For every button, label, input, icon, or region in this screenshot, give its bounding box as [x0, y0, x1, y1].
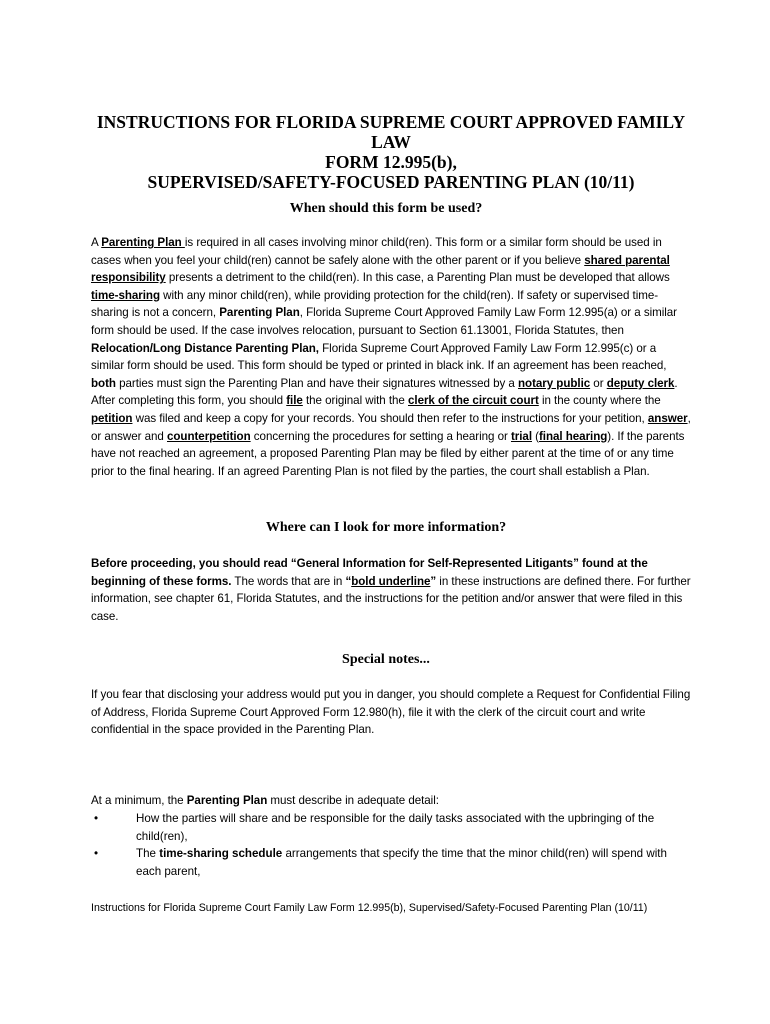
defined-term-bold-underline: bold underline	[351, 574, 431, 588]
bold-term-both: both	[91, 376, 116, 390]
list-item: • How the parties will share and be responsible for the daily tasks associated with the upbringing of the child(ren),	[91, 810, 691, 845]
defined-term-file: file	[286, 394, 303, 408]
minimum-intro: At a minimum, the Parenting Plan must describe in adequate detail:	[91, 794, 439, 807]
defined-term-answer: answer	[647, 411, 688, 425]
defined-term-trial: trial	[510, 429, 532, 443]
defined-term-parenting-plan: Parenting Plan	[101, 236, 185, 249]
bold-term-relocation-plan: Relocation/Long Distance Parenting Plan,	[91, 341, 319, 355]
document-title	[81, 112, 701, 192]
page-footer: Instructions for Florida Supreme Court Family Law Form 12.995(b), Supervised/Safety-Focused Parenting Plan (10/11)	[91, 902, 648, 914]
defined-term-clerk: clerk of the circuit court	[408, 394, 539, 408]
bold-term-parenting-plan-min: Parenting Plan	[186, 794, 268, 807]
section-paragraph-special-notes: If you fear that disclosing your address would put you in danger, you should complete a Request for Confidential Filing of Address, Florida Supreme Court Approved Form 12.980(h), file it with the clerk of the circuit court and write confidential in the space provided in the Parenting Plan.	[91, 688, 691, 737]
section-paragraph-more-info: Before proceeding, you should read “General Information for Self-Represented Litigants” found at the beginning of these forms. The words that are in “bold underline” in these instructions are defined there. For further information, see chapter 61, Florida Statutes, and the instructions for the petition and/or answer that were filed in this case.	[91, 557, 691, 623]
section-heading-more-info: Where can I look for more information?	[265, 520, 507, 535]
list-item: • The time-sharing schedule arrangements that specify the time that the minor child(ren) will spend with each parent,	[91, 845, 691, 880]
minimum-requirements-list	[91, 810, 691, 880]
defined-term-counterpetition: counterpetition	[167, 429, 251, 443]
document-page	[91, 0, 691, 1024]
section-paragraph-when: A Parenting Plan is required in all cases involving minor child(ren). This form or a similar form should be used in cases when you feel your child(ren) cannot be safely alone with the other parent or if you believe shared parental responsibility presents a detriment to the child(ren). In this case, a Parenting Plan must be developed that allows time-sharing with any minor child(ren), while providing protection for the child(ren). If safety or supervised time-sharing is not a concern, Parenting Plan, Florida Supreme Court Approved Family Law Form 12.995(a) or a similar form should be used. If the case involves relocation, pursuant to Section 61.13001, Florida Statutes, then Relocation/Long Distance Parenting Plan, Florida Supreme Court Approved Family Law Form 12.995(c) or a similar form should be used. This form should be typed or printed in black ink. If an agreement has been reached, both parties must sign the Parenting Plan and have their signatures witnessed by a notary public or deputy clerk. After completing this form, you should file the original with the clerk of the circuit court in the county where the petition was filed and keep a copy for your records. You should then refer to the instructions for your petition, answer, or answer and counterpetition concerning the procedures for setting a hearing or trial (final hearing). If the parents have not reached an agreement, a proposed Parenting Plan may be filed by either parent at the time of or any time prior to the final hearing. If an agreed Parenting Plan is not filed by the parties, the court shall establish a Plan.	[91, 236, 691, 478]
bold-term-parenting-plan: Parenting Plan	[219, 306, 300, 320]
section-heading-when: When should this form be used?	[289, 201, 483, 216]
section-heading-special-notes: Special notes...	[342, 652, 430, 667]
title-line-1: INSTRUCTIONS FOR FLORIDA SUPREME COURT APPROVED FAMILY LAW	[96, 112, 686, 152]
defined-term-deputy-clerk: deputy clerk	[606, 376, 675, 390]
defined-term-notary-public: notary public	[518, 376, 591, 390]
bullet-icon: •	[93, 847, 99, 861]
defined-term-final-hearing: final hearing	[538, 429, 608, 443]
bold-term-time-sharing-schedule: time-sharing schedule	[159, 847, 283, 861]
defined-term-shared-parental-responsibility: shared parental responsibility	[91, 253, 670, 285]
bullet-icon: •	[93, 812, 99, 825]
title-line-3: SUPERVISED/SAFETY-FOCUSED PARENTING PLAN (10/11)	[147, 172, 635, 192]
defined-term-time-sharing: time-sharing	[91, 288, 160, 302]
defined-term-petition: petition	[91, 411, 133, 425]
bold-lead-sentence: Before proceeding, you should read “General Information for Self-Represented Litigants” found at the beginning of these forms.	[91, 557, 648, 588]
title-line-2: FORM 12.995(b),	[325, 152, 457, 172]
